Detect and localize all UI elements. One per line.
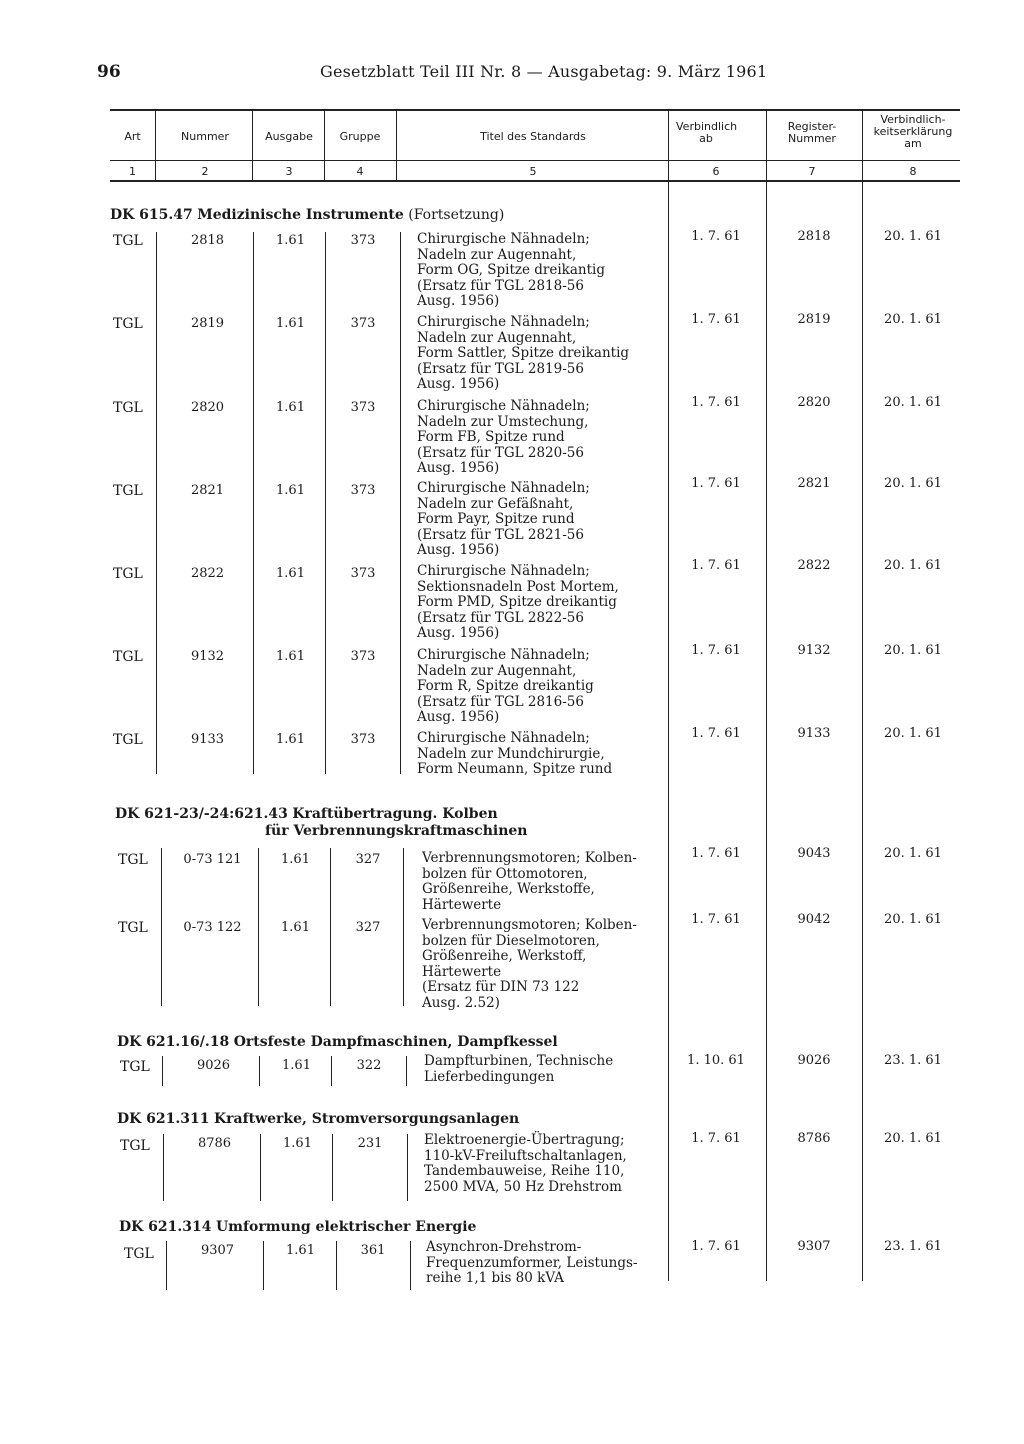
row-erklaerung: 23. 1. 61: [884, 1053, 942, 1068]
row-divider: [161, 848, 162, 1006]
row-nummer: 2819: [190, 316, 225, 331]
row-titel: Chirurgische Nähnadeln; Nadeln zur Umstechung, Form FB, Spitze rund (Ersatz für TGL 2820-56 Ausg. 1956): [417, 398, 590, 476]
row-register: 8786: [797, 1131, 831, 1146]
row-divider: [162, 1056, 163, 1086]
header-divider: [252, 111, 253, 180]
row-register: 9132: [797, 643, 831, 658]
row-register: 2818: [797, 229, 831, 244]
col-head-titel: Titel des Standards: [480, 130, 586, 143]
row-gruppe: 231: [357, 1136, 383, 1151]
row-erklaerung: 20. 1. 61: [884, 643, 942, 658]
row-divider: [163, 1134, 164, 1201]
header-divider: [396, 111, 397, 180]
row-ausgabe: 1.61: [276, 233, 305, 248]
section-name: Umformung elektrischer Energie: [215, 1219, 477, 1235]
section-name: Kraftübertragung. Kolben: [292, 806, 498, 822]
page-number: 96: [97, 62, 121, 82]
row-titel: Chirurgische Nähnadeln; Nadeln zur Gefäßnaht, Form Payr, Spitze rund (Ersatz für TGL 2821-56 Ausg. 1956): [417, 480, 590, 558]
row-art: TGL: [113, 732, 143, 748]
row-gruppe: 322: [356, 1058, 382, 1073]
row-verbindlich: 1. 7. 61: [691, 846, 741, 861]
row-divider: [325, 232, 326, 774]
row-nummer: 2821: [190, 483, 225, 498]
col-num-1: 1: [129, 165, 136, 178]
row-ausgabe: 1.61: [276, 732, 305, 747]
col-num-4: 4: [356, 165, 364, 178]
row-verbindlich: 1. 7. 61: [691, 395, 741, 410]
col-head-verbindlich: Verbindlich ab: [676, 120, 738, 145]
row-verbindlich: 1. 7. 61: [691, 476, 741, 491]
col-num-5: 5: [529, 165, 537, 178]
row-nummer: 9133: [190, 732, 225, 747]
row-art: TGL: [113, 649, 143, 665]
header-top-rule: [110, 109, 960, 111]
section-heading: [117, 1111, 519, 1127]
header-mid-rule: [110, 160, 960, 161]
col-num-8: 8: [909, 165, 917, 178]
row-titel: Asynchron-Drehstrom- Frequenzumformer, Leistungs- reihe 1,1 bis 80 kVA: [426, 1239, 638, 1286]
row-verbindlich: 1. 7. 61: [691, 643, 741, 658]
section-heading: [115, 806, 498, 822]
row-art: TGL: [120, 1059, 150, 1075]
row-art: TGL: [118, 852, 148, 868]
row-art: TGL: [118, 920, 148, 936]
row-register: 2820: [797, 395, 831, 410]
row-ausgabe: 1.61: [276, 483, 305, 498]
row-gruppe: 373: [350, 566, 376, 581]
section-heading: [110, 207, 504, 223]
col-head-art: Art: [124, 130, 141, 143]
row-register: 2822: [797, 558, 831, 573]
row-erklaerung: 23. 1. 61: [884, 1239, 942, 1254]
row-ausgabe: 1.61: [276, 649, 305, 664]
col-head-erklaerung: Verbindlich-keitserklärung am: [873, 113, 953, 150]
row-divider: [410, 1241, 411, 1290]
row-art: TGL: [113, 316, 143, 332]
row-gruppe: 373: [350, 732, 376, 747]
row-ausgabe: 1.61: [276, 400, 305, 415]
col-head-ausgabe: Ausgabe: [265, 130, 313, 143]
row-titel: Chirurgische Nähnadeln; Sektionsnadeln Post Mortem, Form PMD, Spitze dreikantig (Ersatz für TGL 2822-56 Ausg. 1956): [417, 563, 619, 641]
row-verbindlich: 1. 7. 61: [691, 1131, 741, 1146]
col-num-6: 6: [712, 165, 720, 178]
col-num-3: 3: [285, 165, 293, 178]
row-titel: Elektroenergie-Übertragung; 110-kV-Freiluftschaltanlagen, Tandembauweise, Reihe 110, 2500 MVA, 50 Hz Drehstrom: [424, 1132, 627, 1195]
section-heading-cont: [265, 823, 527, 839]
row-titel: Chirurgische Nähnadeln; Nadeln zur Augennaht, Form Sattler, Spitze dreikantig (Ersatz für TGL 2819-56 Ausg. 1956): [417, 314, 630, 392]
row-titel: Dampfturbinen, Technische Lieferbedingungen: [424, 1053, 614, 1085]
row-nummer: 9026: [196, 1058, 231, 1073]
row-verbindlich: 1. 7. 61: [691, 312, 741, 327]
row-erklaerung: 20. 1. 61: [884, 1131, 942, 1146]
row-erklaerung: 20. 1. 61: [884, 726, 942, 741]
row-ausgabe: 1.61: [281, 920, 310, 935]
row-titel: Chirurgische Nähnadeln; Nadeln zur Augennaht, Form R, Spitze dreikantig (Ersatz für TGL 2816-56 Ausg. 1956): [417, 647, 594, 725]
row-divider: [166, 1241, 167, 1290]
row-gruppe: 373: [350, 483, 376, 498]
row-art: TGL: [124, 1246, 154, 1262]
row-gruppe: 373: [350, 233, 376, 248]
row-erklaerung: 20. 1. 61: [884, 395, 942, 410]
section-name-cont: für Verbrennungskraftmaschinen: [265, 823, 528, 839]
col-num-2: 2: [201, 165, 209, 178]
row-register: 9307: [797, 1239, 831, 1254]
row-nummer: 2820: [190, 400, 225, 415]
row-titel: Verbrennungsmotoren; Kolben- bolzen für Ottomotoren, Größenreihe, Werkstoffe, Härtewerte: [422, 850, 637, 913]
row-art: TGL: [113, 566, 143, 582]
section-code: DK 621-23/-24:621.43: [115, 806, 288, 822]
row-nummer: 2822: [190, 566, 225, 581]
row-register: 2821: [797, 476, 831, 491]
row-register: 9043: [797, 846, 831, 861]
row-erklaerung: 20. 1. 61: [884, 846, 942, 861]
row-nummer: 8786: [197, 1136, 232, 1151]
row-divider: [253, 232, 254, 774]
row-erklaerung: 20. 1. 61: [884, 558, 942, 573]
row-ausgabe: 1.61: [276, 316, 305, 331]
col-head-nummer: Nummer: [181, 130, 229, 143]
row-gruppe: 361: [360, 1243, 386, 1258]
row-verbindlich: 1. 7. 61: [691, 558, 741, 573]
col-head-gruppe: Gruppe: [339, 130, 381, 143]
row-art: TGL: [120, 1138, 150, 1154]
row-gruppe: 373: [350, 400, 376, 415]
row-art: TGL: [113, 233, 143, 249]
column-divider-8: [862, 111, 863, 1281]
row-divider: [400, 232, 401, 774]
row-register: 9042: [797, 912, 831, 927]
row-divider: [407, 1134, 408, 1201]
section-code: DK 621.16/.18: [117, 1034, 230, 1050]
col-head-register: Register-Nummer: [787, 120, 837, 145]
row-titel: Verbrennungsmotoren; Kolben- bolzen für Dieselmotoren, Größenreihe, Werkstoff, Härtewerte (Ersatz für DIN 73 122 Ausg. 2.52): [422, 917, 637, 1011]
row-verbindlich: 1. 7. 61: [691, 1239, 741, 1254]
row-register: 9026: [797, 1053, 831, 1068]
section-name: Kraftwerke, Stromversorgungsanlagen: [213, 1111, 520, 1127]
row-register: 2819: [797, 312, 831, 327]
row-nummer: 9132: [190, 649, 225, 664]
row-verbindlich: 1. 7. 61: [691, 726, 741, 741]
row-ausgabe: 1.61: [282, 1058, 311, 1073]
row-nummer: 0-73 122: [183, 920, 242, 935]
row-gruppe: 373: [350, 649, 376, 664]
row-erklaerung: 20. 1. 61: [884, 312, 942, 327]
col-num-7: 7: [808, 165, 816, 178]
row-art: TGL: [113, 400, 143, 416]
section-name: Medizinische Instrumente: [197, 207, 404, 223]
header-bottom-rule: [110, 180, 960, 182]
row-nummer: 2818: [190, 233, 225, 248]
running-title: Gesetzblatt Teil III Nr. 8 — Ausgabetag: 9. März 1961: [320, 62, 768, 81]
row-nummer: 9307: [200, 1243, 235, 1258]
row-ausgabe: 1.61: [276, 566, 305, 581]
row-erklaerung: 20. 1. 61: [884, 229, 942, 244]
row-gruppe: 327: [355, 852, 381, 867]
row-divider: [406, 1056, 407, 1086]
section-heading: [117, 1034, 558, 1050]
section-code: DK 621.314: [119, 1219, 212, 1235]
row-erklaerung: 20. 1. 61: [884, 912, 942, 927]
row-titel: Chirurgische Nähnadeln; Nadeln zur Augennaht, Form OG, Spitze dreikantig (Ersatz für TGL 2818-56 Ausg. 1956): [417, 231, 605, 309]
section-code: DK 615.47: [110, 207, 193, 223]
section-code: DK 621.311: [117, 1111, 210, 1127]
column-divider-6: [668, 111, 669, 1281]
row-ausgabe: 1.61: [283, 1136, 312, 1151]
row-ausgabe: 1.61: [281, 852, 310, 867]
section-heading: [119, 1219, 476, 1235]
row-verbindlich: 1. 10. 61: [687, 1053, 745, 1068]
row-ausgabe: 1.61: [286, 1243, 315, 1258]
row-nummer: 0-73 121: [183, 852, 242, 867]
row-erklaerung: 20. 1. 61: [884, 476, 942, 491]
row-verbindlich: 1. 7. 61: [691, 229, 741, 244]
row-titel: Chirurgische Nähnadeln; Nadeln zur Mundchirurgie, Form Neumann, Spitze rund: [417, 730, 613, 777]
row-gruppe: 373: [350, 316, 376, 331]
header-divider: [155, 111, 156, 180]
row-divider: [156, 232, 157, 774]
section-suffix: (Fortsetzung): [408, 207, 505, 223]
header-divider: [324, 111, 325, 180]
column-divider-7: [766, 111, 767, 1281]
row-verbindlich: 1. 7. 61: [691, 912, 741, 927]
row-gruppe: 327: [355, 920, 381, 935]
row-art: TGL: [113, 483, 143, 499]
section-name: Ortsfeste Dampfmaschinen, Dampfkessel: [233, 1034, 558, 1050]
row-register: 9133: [797, 726, 831, 741]
